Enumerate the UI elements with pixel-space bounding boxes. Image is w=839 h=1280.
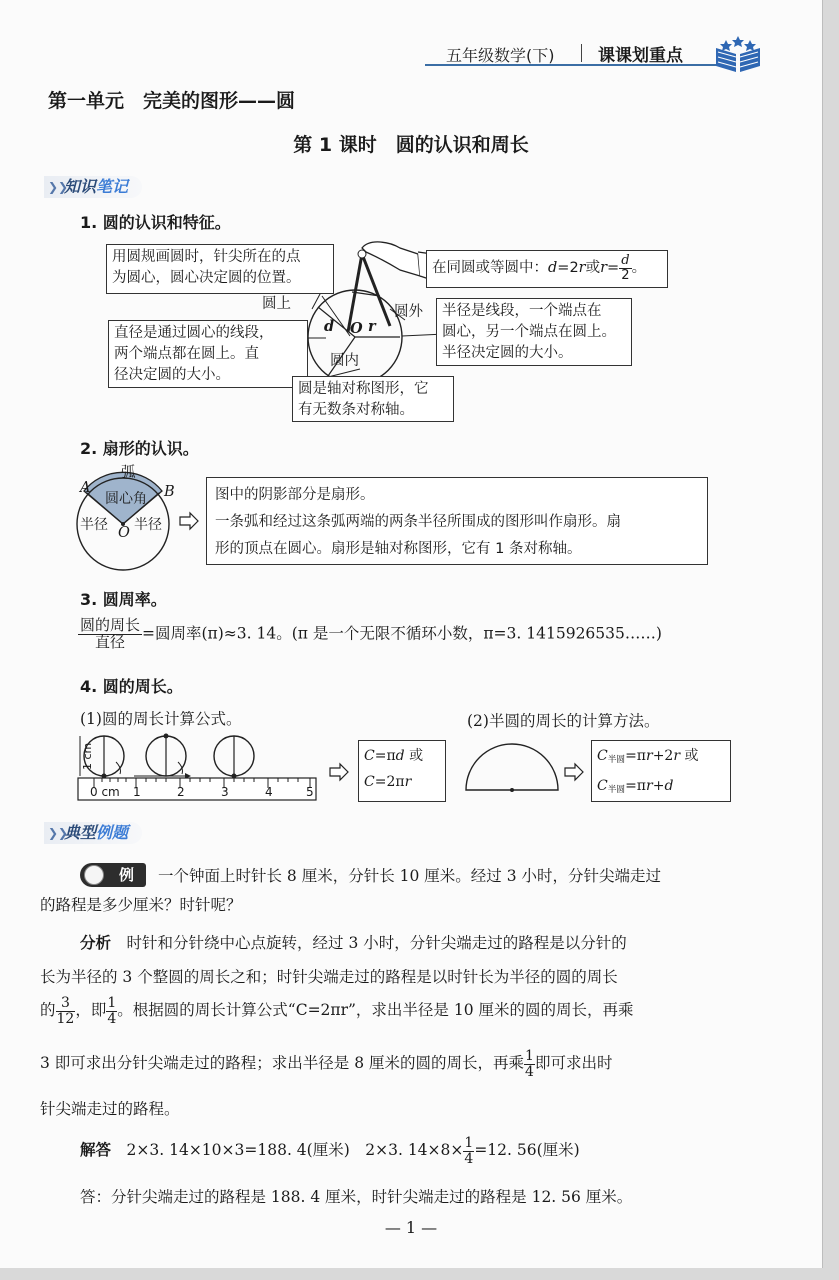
semicircle-diagram	[462, 740, 562, 794]
formula-d: d	[664, 778, 674, 794]
arrow-right-icon	[178, 511, 200, 531]
ruler-tick-1: 1	[133, 785, 141, 799]
formula-plus: +2	[652, 748, 674, 764]
compass-note-box	[106, 244, 334, 294]
formula-d: d	[548, 260, 558, 276]
formula-prefix: 在同圆或等圆中：	[432, 260, 548, 276]
formula-or: 或	[680, 748, 699, 764]
formula-eq: =2π	[374, 774, 405, 790]
formula-eq: =2	[557, 260, 579, 276]
fraction-num: 1	[107, 995, 117, 1011]
fraction-num: 1	[525, 1048, 534, 1064]
fraction-num: 3	[56, 996, 76, 1012]
diameter-note-line: 直径是通过圆心的线段，	[114, 325, 274, 341]
sector-desc-line: 图中的阴影部分是扇形。	[215, 487, 375, 503]
formula-r: r	[646, 748, 653, 764]
section-tag-knowledge	[44, 176, 142, 198]
formula-r: r	[646, 778, 653, 794]
sector-point-b: B	[164, 484, 175, 500]
formula-plus: +	[652, 778, 665, 794]
section-tag-head: 典型	[64, 823, 97, 842]
solution-text: =12. 56(厘米)	[474, 1141, 580, 1160]
formula-c: C	[597, 748, 608, 764]
label-radius-r: r	[368, 318, 376, 335]
unit-title: 第一单元 完美的图形——圆	[48, 90, 296, 112]
book-logo-icon	[712, 34, 764, 76]
ruler-tick-4: 4	[265, 785, 273, 799]
header-grade: 五年级数学(下)	[446, 46, 555, 65]
analysis-text: 。根据圆的周长计算公式“C=2πr”，求出半径是 10 厘米的圆的周长，再乘	[117, 1001, 634, 1020]
chevron-icon: ❯❯	[48, 826, 69, 840]
label-on-circle: 圆上	[262, 296, 291, 312]
compass-note-line: 为圆心，圆心决定圆的位置。	[112, 270, 301, 286]
fraction-1-4	[106, 996, 117, 1026]
compass-note-line: 用圆规画圆时，针尖所在的点	[112, 249, 301, 265]
pi-fraction-num: 圆的周长	[80, 616, 141, 634]
analysis-label: 分析	[80, 934, 112, 952]
sector-desc-line: 一条弧和经过这条弧两端的两条半径所围成的图形叫作扇形。扇	[215, 514, 621, 530]
formula-sub: 半圆	[607, 785, 626, 795]
formula-note-box	[426, 250, 668, 288]
topic-3-title: 3. 圆周率。	[80, 590, 167, 609]
page-number: — 1 —	[384, 1218, 438, 1237]
section-tag-head: 知识	[64, 177, 97, 196]
circle-formula-box	[358, 740, 446, 802]
sector-description-box	[206, 477, 708, 565]
analysis-text: ，即	[75, 1001, 107, 1020]
formula-c-pi-d	[364, 743, 440, 769]
ruler-tick-2: 2	[177, 785, 185, 799]
example-question-line: 的路程是多少厘米？时针呢？	[40, 896, 242, 914]
formula-r: r	[404, 774, 412, 790]
subtopic-semicircle-method: (2)半圆的周长的计算方法。	[467, 712, 660, 730]
fraction-den: 4	[525, 1063, 534, 1080]
topic-2-title: 2. 扇形的认识。	[80, 439, 199, 458]
example-question-line: 一个钟面上时针长 8 厘米，分针长 10 厘米。经过 3 小时，分针尖端走过	[158, 867, 662, 885]
fraction-den: 4	[107, 1010, 117, 1027]
formula-c: C	[364, 774, 375, 790]
symmetry-note-box	[292, 376, 454, 422]
symmetry-note-line: 圆是轴对称图形，它	[298, 381, 429, 397]
analysis-text: 3 即可求出分针尖端走过的路程；求出半径是 8 厘米的圆的周长，再乘	[40, 1054, 525, 1073]
ruler-tick-0: 0 cm	[90, 785, 120, 799]
header-separator	[581, 44, 582, 62]
chevron-icon: ❯❯	[48, 180, 69, 194]
fraction-1-4	[524, 1049, 535, 1079]
formula-c: C	[364, 748, 375, 764]
formula-sub: 半圆	[607, 755, 626, 765]
analysis-line-4	[40, 1049, 612, 1079]
radius-note-line: 半径决定圆的大小。	[442, 345, 573, 361]
label-inside: 圆内	[330, 353, 359, 369]
answer-line: 答：分针尖端走过的路程是 188. 4 厘米，时针尖端走过的路程是 12. 56 厘米。	[80, 1188, 633, 1206]
section-tag-tail: 笔记	[96, 177, 129, 196]
formula-eq: =π	[625, 748, 646, 764]
section-tag-tail: 例题	[96, 823, 129, 842]
solution-text: 2×3. 14×10×3=188. 4(厘米) 2×3. 14×8×	[126, 1141, 464, 1160]
pi-formula	[78, 618, 662, 651]
formula-semicircle-d	[597, 773, 725, 803]
analysis-text: 的	[40, 1001, 56, 1020]
sector-radius-right: 半径	[134, 517, 162, 533]
label-diameter-d: d	[324, 318, 335, 335]
formula-c: C	[597, 778, 608, 794]
formula-r: r	[673, 748, 681, 764]
diameter-note-line: 两个端点都在圆上。直	[114, 346, 259, 362]
radius-note-line: 半径是线段，一个端点在	[442, 303, 602, 319]
radius-note-box	[436, 298, 632, 366]
diameter-note-line: 径决定圆的大小。	[114, 367, 230, 383]
pi-fraction	[78, 618, 142, 651]
fraction-1-4	[463, 1136, 474, 1166]
formula-fraction	[619, 254, 631, 282]
analysis-line-3	[40, 996, 634, 1026]
example-badge	[80, 863, 146, 887]
formula-r: r	[600, 260, 608, 276]
fraction-num: d	[621, 252, 630, 268]
pi-formula-rest: =圆周率(π)≈3. 14。(π 是一个无限不循环小数，π=3. 1415926535……)	[142, 624, 662, 643]
fraction-den: 12	[56, 1010, 75, 1027]
formula-r: r	[578, 260, 586, 276]
formula-c-2pi-r	[364, 769, 440, 795]
fraction-num: 1	[464, 1135, 474, 1151]
pi-fraction-den: 直径	[95, 632, 126, 651]
formula-semicircle-r	[597, 743, 725, 773]
label-outside: 圆外	[394, 304, 423, 320]
sector-center-o: O	[118, 525, 130, 541]
section-tag-examples	[44, 822, 142, 844]
formula-eq: =π	[625, 778, 646, 794]
label-center-o: O	[350, 320, 363, 337]
sector-point-a: A	[80, 480, 91, 496]
analysis-line-2: 长为半径的 3 个整圆的周长之和；时针尖端走过的路程是以时针长为半径的圆的周长	[40, 968, 618, 986]
topic-1-title: 1. 圆的认识和特征。	[80, 213, 231, 232]
formula-eq: =π	[374, 748, 396, 764]
arrow-right-icon	[563, 762, 585, 782]
solution-label: 解答	[80, 1141, 112, 1160]
fraction-den: 4	[464, 1150, 474, 1167]
ruler-tick-5: 5	[306, 785, 314, 799]
formula-or: 或	[585, 260, 601, 276]
fraction-den: 2	[621, 267, 630, 283]
radius-note-line: 圆心，另一个端点在圆上。	[442, 324, 616, 340]
semicircle-formula-box	[591, 740, 731, 802]
subtopic-circumference-formula: (1)圆的周长计算公式。	[80, 710, 242, 728]
analysis-text: 时针和分针绕中心点旋转，经过 3 小时，分针尖端走过的路程是以分针的	[126, 934, 627, 952]
sector-radius-left: 半径	[80, 517, 108, 533]
arrow-right-icon	[328, 762, 350, 782]
diameter-note-box	[108, 320, 308, 388]
sector-desc-line: 形的顶点在圆心。扇形是轴对称图形，它有 1 条对称轴。	[215, 541, 582, 557]
formula-end: 。	[631, 260, 647, 276]
lesson-title: 第 1 课时 圆的认识和周长	[293, 134, 529, 156]
formula-eq: =	[607, 260, 620, 276]
formula-d: d	[395, 748, 405, 764]
lightbulb-icon	[84, 865, 104, 885]
sector-arc-label: 弧	[121, 465, 136, 481]
header-brand: 课课划重点	[598, 46, 683, 66]
formula-or: 或	[404, 748, 424, 764]
ruler-unit-label: 1 cm	[81, 742, 94, 770]
analysis-text: 即可求出时	[534, 1054, 613, 1073]
topic-4-title: 4. 圆的周长。	[80, 677, 183, 696]
fraction-3-12	[56, 996, 76, 1026]
solution-line	[80, 1136, 580, 1166]
symmetry-note-line: 有无数条对称轴。	[298, 402, 414, 418]
ruler-tick-3: 3	[221, 785, 229, 799]
sector-center-angle: 圆心角	[105, 491, 147, 507]
example-badge-label: 例	[118, 866, 134, 884]
analysis-line-5: 针尖端走过的路程。	[40, 1100, 180, 1118]
analysis-line-1	[80, 931, 627, 953]
